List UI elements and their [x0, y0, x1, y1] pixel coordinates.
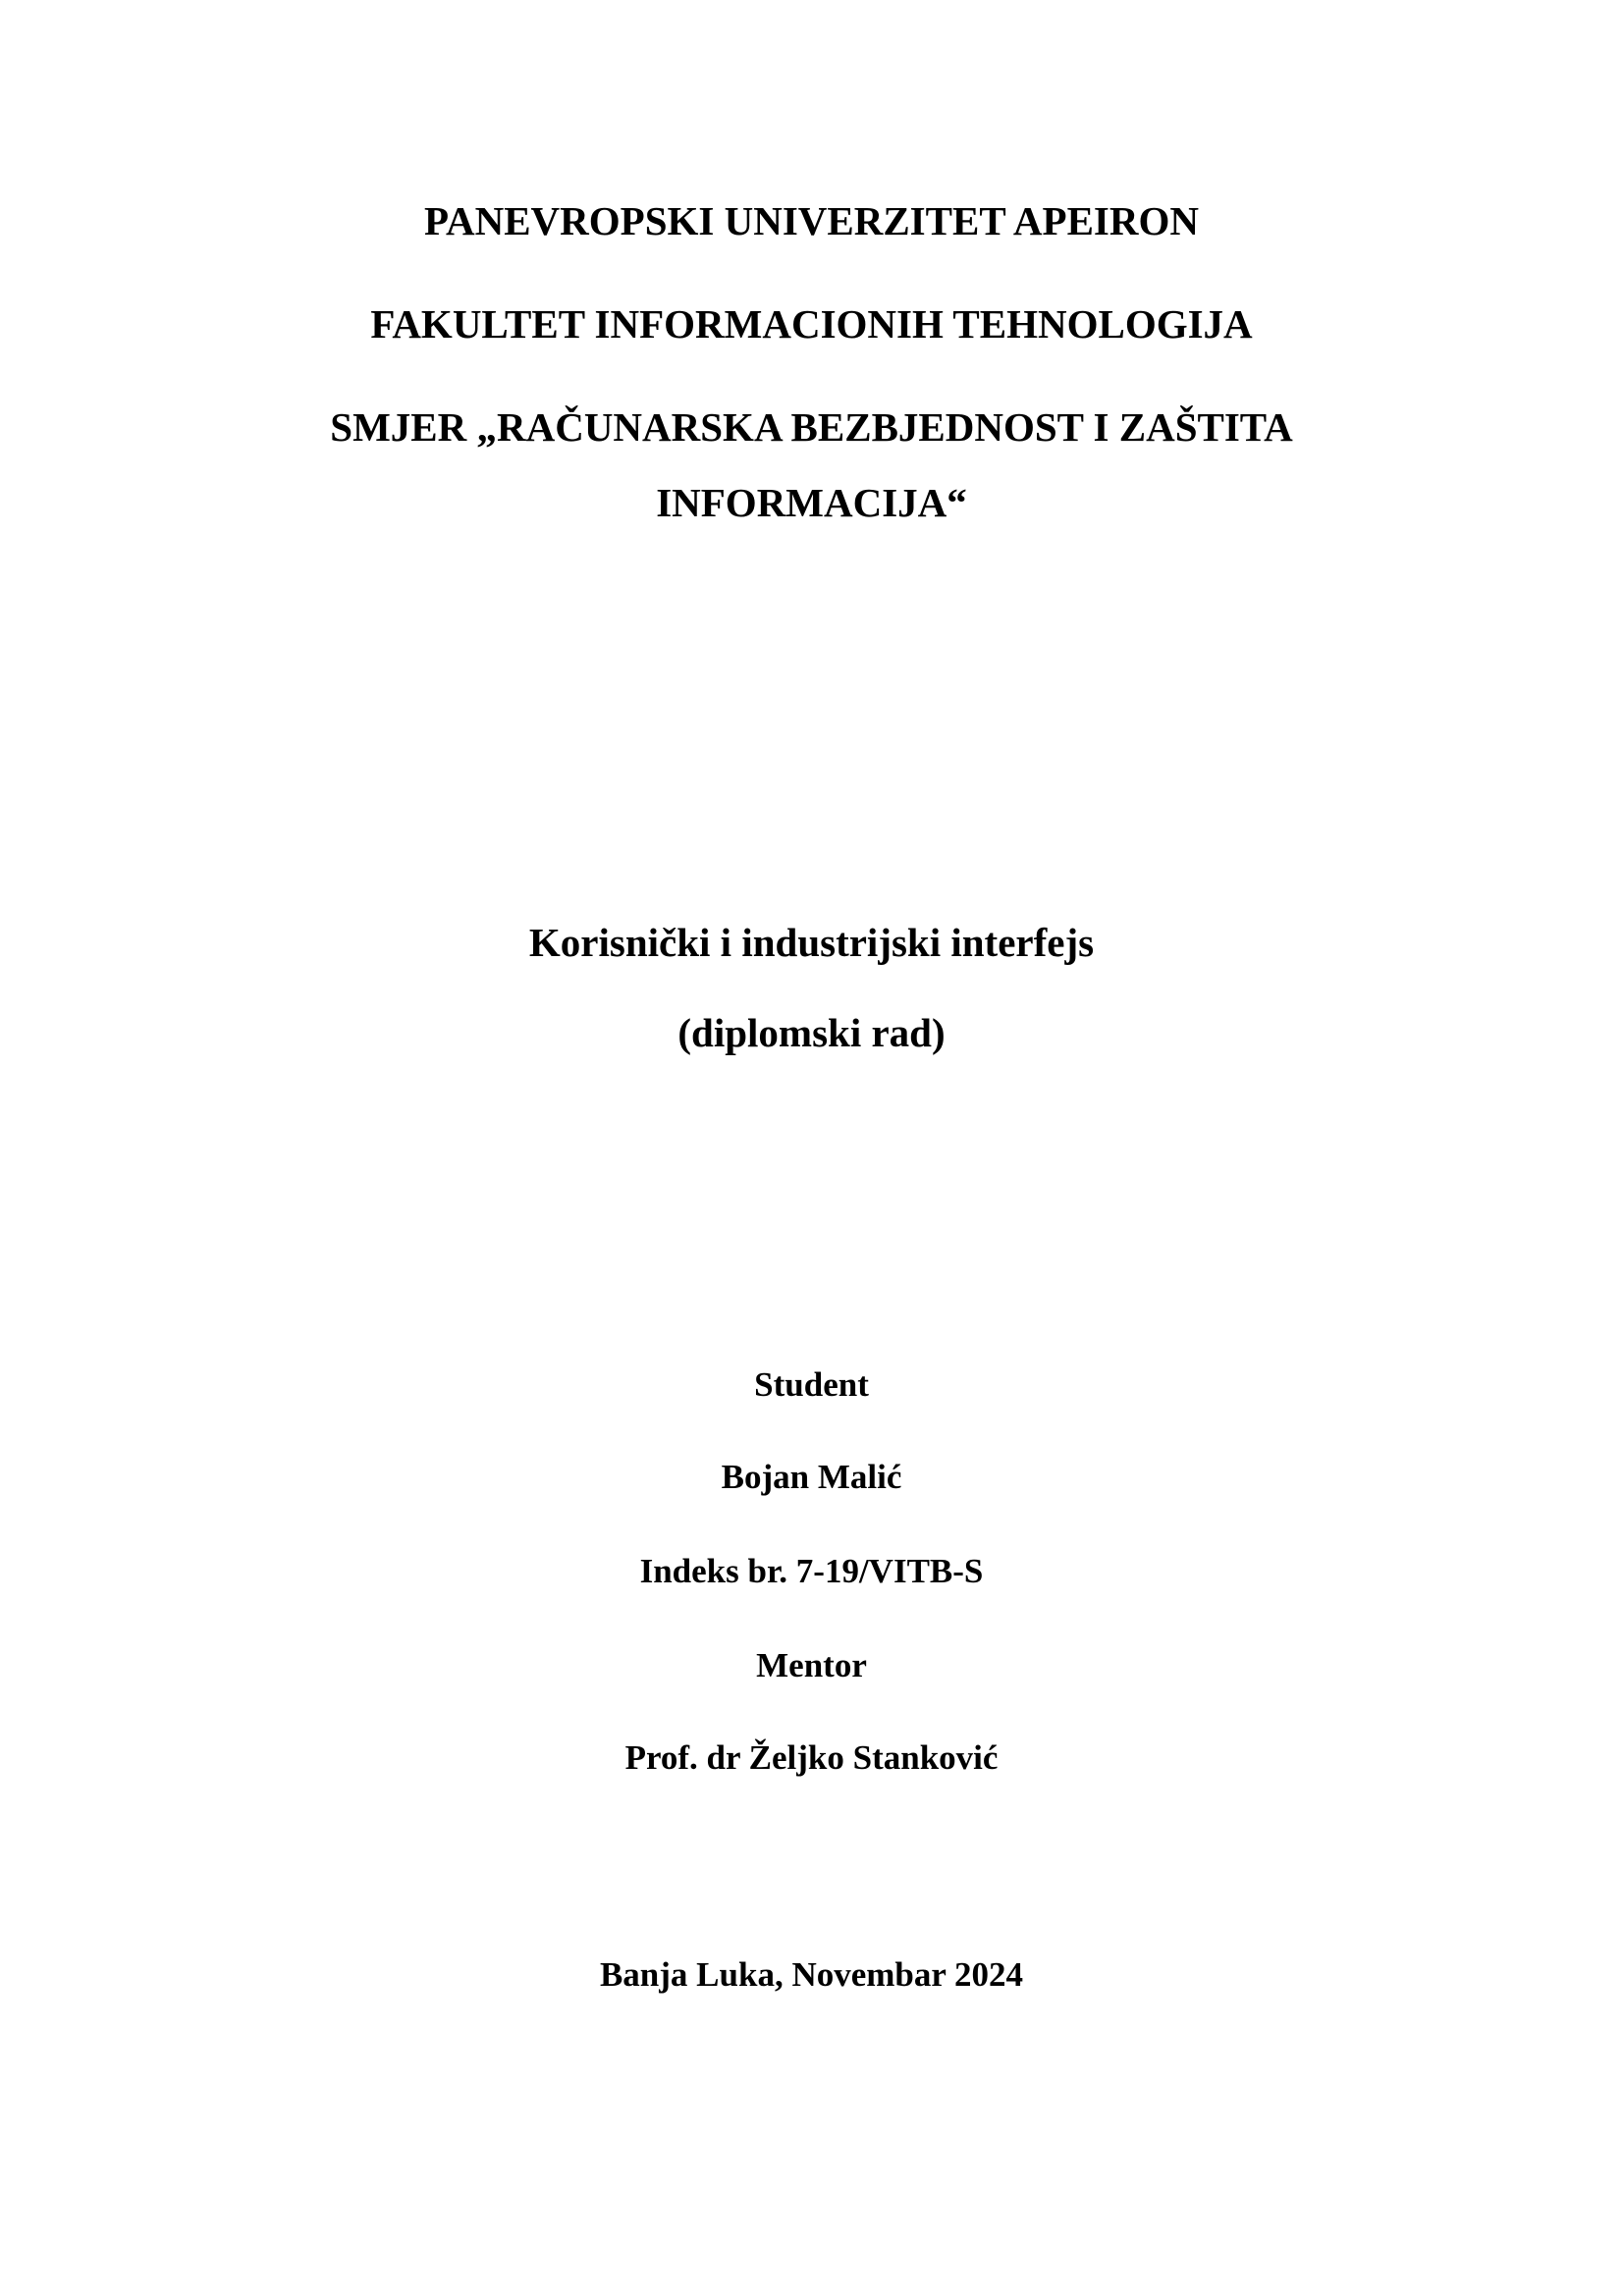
mentor-label: Mentor: [756, 1646, 867, 1684]
program-name-line-2: INFORMACIJA“: [656, 480, 967, 525]
mentor-name: Prof. dr Željko Stanković: [624, 1738, 999, 1777]
program-name-line-1: SMJER „RAČUNARSKA BEZBJEDNOST I ZAŠTITA: [330, 404, 1293, 450]
student-index: Indeks br. 7-19/VITB-S: [639, 1552, 984, 1590]
student-name: Bojan Malić: [721, 1458, 902, 1496]
thesis-type: (diplomski rad): [677, 1010, 946, 1055]
university-name: PANEVROPSKI UNIVERZITET APEIRON: [423, 198, 1199, 243]
faculty-name: FAKULTET INFORMACIONIH TEHNOLOGIJA: [370, 301, 1253, 347]
thesis-title: Korisnički i industrijski interfejs: [528, 920, 1095, 965]
place-and-date: Banja Luka, Novembar 2024: [599, 1955, 1024, 1994]
student-label: Student: [754, 1365, 869, 1404]
